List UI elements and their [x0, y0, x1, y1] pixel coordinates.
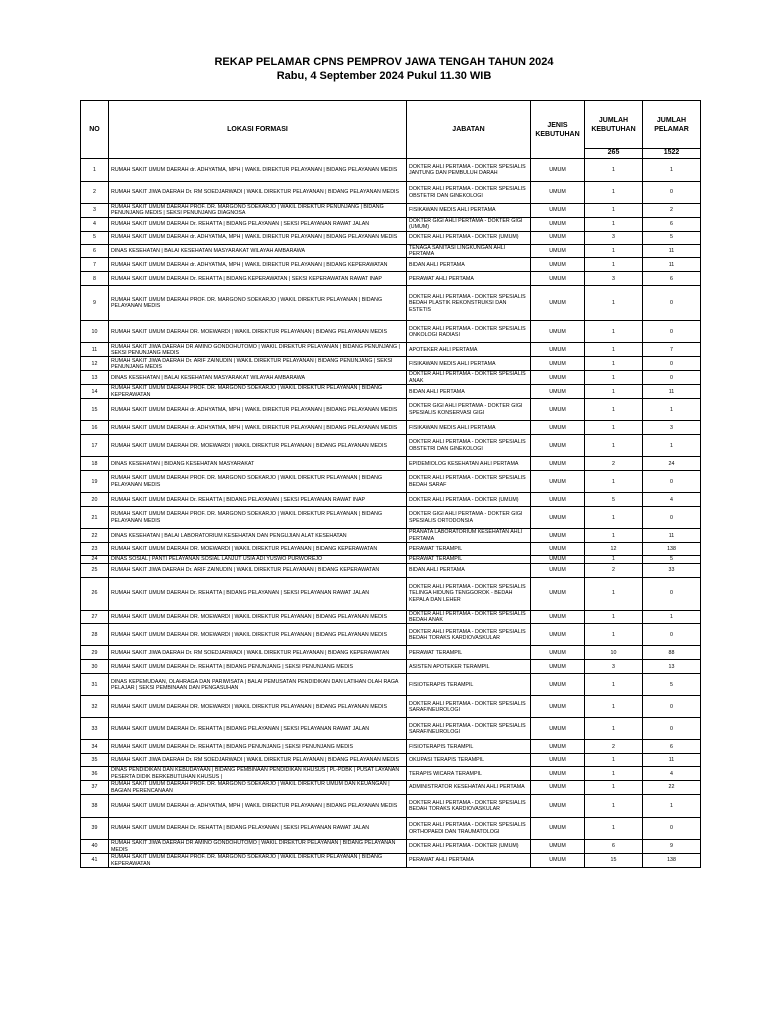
row-no: 22 — [81, 529, 109, 543]
row-jenis: UMUM — [531, 818, 585, 840]
row-jenis: UMUM — [531, 696, 585, 718]
row-lokasi: RUMAH SAKIT JIWA DAERAH Dr. RM SOEDJARWADI | WAKIL DIREKTUR PELAYANAN | BIDANG KEPERAWATAN — [109, 646, 407, 660]
row-no: 8 — [81, 272, 109, 286]
table-row — [81, 471, 701, 493]
table-row — [81, 286, 701, 321]
row-lokasi: RUMAH SAKIT UMUM DAERAH Dr. REHATTA | BIDANG KEPERAWATAN | SEKSI KEPERAWATAN RAWAT INAP — [109, 272, 407, 286]
row-lokasi: RUMAH SAKIT UMUM DAERAH DR. MOEWARDI | WAKIL DIREKTUR PELAYANAN | BIDANG PELAYANAN MEDIS — [109, 696, 407, 718]
row-kebutuhan: 2 — [585, 740, 643, 754]
table-row — [81, 577, 701, 610]
row-no: 26 — [81, 577, 109, 610]
row-jabatan: PERAWAT AHLI PERTAMA — [407, 854, 531, 868]
row-no: 17 — [81, 435, 109, 457]
row-pelamar: 6 — [643, 272, 701, 286]
row-kebutuhan: 6 — [585, 840, 643, 854]
row-pelamar: 0 — [643, 371, 701, 385]
row-no: 18 — [81, 457, 109, 471]
header-lokasi: LOKASI FORMASI — [109, 101, 407, 159]
row-kebutuhan: 1 — [585, 204, 643, 218]
row-no: 16 — [81, 421, 109, 435]
table-row — [81, 159, 701, 182]
row-jenis: UMUM — [531, 507, 585, 529]
table-row — [81, 556, 701, 563]
row-pelamar: 24 — [643, 457, 701, 471]
row-kebutuhan: 15 — [585, 854, 643, 868]
table-row — [81, 563, 701, 577]
row-jabatan: TENAGA SANITASI LINGKUNGAN AHLI PERTAMA — [407, 244, 531, 258]
row-pelamar: 13 — [643, 660, 701, 674]
row-jabatan: DOKTER AHLI PERTAMA - DOKTER SPESIALIS BEDAH TORAKS KARDIOVASKULAR — [407, 795, 531, 818]
row-jenis: UMUM — [531, 371, 585, 385]
table-row — [81, 357, 701, 371]
row-kebutuhan: 1 — [585, 159, 643, 182]
row-jenis: UMUM — [531, 385, 585, 399]
row-no: 27 — [81, 610, 109, 624]
table-row — [81, 457, 701, 471]
row-lokasi: RUMAH SAKIT UMUM DAERAH Dr. REHATTA | BIDANG PELAYANAN | SEKSI PELAYANAN RAWAT INAP — [109, 493, 407, 507]
row-lokasi: DINAS KEPEMUDAAN, OLAHRAGA DAN PARIWISATA | BALAI PEMUSATAN PENDIDIKAN DAN LATIHAN OLAH RAGA PELAJAR | SEKSI PEMBINAAN DAN PENGASUHAN — [109, 674, 407, 696]
row-jabatan: BIDAN AHLI PERTAMA — [407, 258, 531, 272]
row-jenis: UMUM — [531, 543, 585, 556]
row-pelamar: 0 — [643, 182, 701, 204]
row-lokasi: RUMAH SAKIT UMUM DAERAH dr. ADHYATMA, MPH | WAKIL DIREKTUR PELAYANAN | BIDANG KEPERAWATAN — [109, 258, 407, 272]
row-no: 3 — [81, 204, 109, 218]
row-kebutuhan: 1 — [585, 767, 643, 781]
table-row — [81, 371, 701, 385]
row-jabatan: DOKTER AHLI PERTAMA - DOKTER SPESIALIS OBSTETRI DAN GINEKOLOGI — [407, 435, 531, 457]
row-pelamar: 11 — [643, 385, 701, 399]
row-lokasi: RUMAH SAKIT UMUM DAERAH PROF. DR. MARGONO SOEKARJO | WAKIL DIREKTUR PENUNJANG | BIDANG PENUNJANG MEDIS | SEKSI PENUNJANG DIAGNOSA — [109, 204, 407, 218]
row-no: 37 — [81, 781, 109, 795]
table-row — [81, 543, 701, 556]
total-pelamar: 1522 — [643, 149, 701, 159]
row-no: 6 — [81, 244, 109, 258]
row-jabatan: OKUPASI TERAPIS TERAMPIL — [407, 754, 531, 767]
row-pelamar: 138 — [643, 543, 701, 556]
row-jenis: UMUM — [531, 457, 585, 471]
row-jabatan: DOKTER AHLI PERTAMA - DOKTER (UMUM) — [407, 231, 531, 244]
row-jabatan: DOKTER AHLI PERTAMA - DOKTER SPESIALIS SARAF/NEUROLOGI — [407, 696, 531, 718]
row-no: 23 — [81, 543, 109, 556]
row-no: 34 — [81, 740, 109, 754]
table-row — [81, 399, 701, 421]
table-row — [81, 610, 701, 624]
row-jabatan: DOKTER GIGI AHLI PERTAMA - DOKTER GIGI (UMUM) — [407, 217, 531, 231]
row-jabatan: DOKTER AHLI PERTAMA - DOKTER SPESIALIS ANAK — [407, 371, 531, 385]
table-row — [81, 507, 701, 529]
row-jabatan: PERAWAT AHLI PERTAMA — [407, 272, 531, 286]
row-pelamar: 0 — [643, 321, 701, 343]
row-no: 35 — [81, 754, 109, 767]
row-jenis: UMUM — [531, 529, 585, 543]
row-jenis: UMUM — [531, 231, 585, 244]
table-row — [81, 854, 701, 868]
row-kebutuhan: 1 — [585, 610, 643, 624]
row-jenis: UMUM — [531, 767, 585, 781]
table-row — [81, 818, 701, 840]
row-no: 14 — [81, 385, 109, 399]
table-row — [81, 660, 701, 674]
table-row — [81, 182, 701, 204]
row-no: 38 — [81, 795, 109, 818]
table-row — [81, 258, 701, 272]
row-jenis: UMUM — [531, 286, 585, 321]
row-lokasi: RUMAH SAKIT UMUM DAERAH DR. MOEWARDI | WAKIL DIREKTUR PELAYANAN | BIDANG KEPERAWATAN — [109, 543, 407, 556]
table-row — [81, 529, 701, 543]
row-jenis: UMUM — [531, 471, 585, 493]
row-kebutuhan: 1 — [585, 321, 643, 343]
row-no: 40 — [81, 840, 109, 854]
row-kebutuhan: 1 — [585, 818, 643, 840]
row-lokasi: RUMAH SAKIT UMUM DAERAH DR. MOEWARDI | WAKIL DIREKTUR PELAYANAN | BIDANG PELAYANAN MEDIS — [109, 624, 407, 646]
row-jabatan: FISIOTERAPIS TERAMPIL — [407, 740, 531, 754]
row-no: 2 — [81, 182, 109, 204]
row-no: 4 — [81, 217, 109, 231]
row-lokasi: RUMAH SAKIT UMUM DAERAH PROF. DR. MARGONO SOEKARJO | WAKIL DIREKTUR PELAYANAN | BIDANG PELAYANAN MEDIS — [109, 507, 407, 529]
row-kebutuhan: 1 — [585, 529, 643, 543]
row-kebutuhan: 1 — [585, 244, 643, 258]
header-pelamar: JUMLAH PELAMAR — [643, 101, 701, 149]
row-pelamar: 22 — [643, 781, 701, 795]
row-pelamar: 1 — [643, 795, 701, 818]
row-no: 32 — [81, 696, 109, 718]
row-jenis: UMUM — [531, 795, 585, 818]
row-jenis: UMUM — [531, 182, 585, 204]
row-lokasi: RUMAH SAKIT JIWA DAERAH Dr. RM SOEDJARWADI | WAKIL DIREKTUR PELAYANAN | BIDANG PELAYANAN MEDIS — [109, 182, 407, 204]
row-no: 11 — [81, 343, 109, 357]
row-pelamar: 0 — [643, 357, 701, 371]
table-row — [81, 840, 701, 854]
row-jenis: UMUM — [531, 754, 585, 767]
row-kebutuhan: 12 — [585, 543, 643, 556]
row-no: 10 — [81, 321, 109, 343]
row-jenis: UMUM — [531, 740, 585, 754]
row-pelamar: 0 — [643, 507, 701, 529]
row-jabatan: DOKTER AHLI PERTAMA - DOKTER SPESIALIS ORTHOPAEDI DAN TRAUMATOLOGI — [407, 818, 531, 840]
row-kebutuhan: 1 — [585, 217, 643, 231]
header-jenis: JENIS KEBUTUHAN — [531, 101, 585, 159]
row-lokasi: DINAS KESEHATAN | BIDANG KESEHATAN MASYARAKAT — [109, 457, 407, 471]
row-pelamar: 3 — [643, 421, 701, 435]
row-jenis: UMUM — [531, 321, 585, 343]
row-lokasi: RUMAH SAKIT UMUM DAERAH Dr. REHATTA | BIDANG PELAYANAN | SEKSI PELAYANAN RAWAT JALAN — [109, 577, 407, 610]
row-jenis: UMUM — [531, 674, 585, 696]
row-kebutuhan: 1 — [585, 421, 643, 435]
row-kebutuhan: 1 — [585, 399, 643, 421]
row-pelamar: 1 — [643, 435, 701, 457]
row-no: 36 — [81, 767, 109, 781]
row-kebutuhan: 1 — [585, 371, 643, 385]
row-no: 29 — [81, 646, 109, 660]
row-jabatan: FISIKAWAN MEDIS AHLI PERTAMA — [407, 421, 531, 435]
table-row — [81, 421, 701, 435]
row-pelamar: 11 — [643, 754, 701, 767]
row-lokasi: RUMAH SAKIT UMUM DAERAH PROF. DR. MARGONO SOEKARJO | WAKIL DIREKTUR UMUM DAN KEUANGAN | BAGIAN PERENCANAAN — [109, 781, 407, 795]
row-jenis: UMUM — [531, 399, 585, 421]
row-no: 28 — [81, 624, 109, 646]
row-lokasi: RUMAH SAKIT JIWA DAERAH DR AMINO GONDOHUTOMO | WAKIL DIREKTUR PELAYANAN | BIDANG PENUNJANG | SEKSI PENUNJANG MEDIS — [109, 343, 407, 357]
row-no: 9 — [81, 286, 109, 321]
row-pelamar: 88 — [643, 646, 701, 660]
row-jabatan: DOKTER AHLI PERTAMA - DOKTER SPESIALIS SARAF/NEUROLOGI — [407, 718, 531, 740]
row-kebutuhan: 10 — [585, 646, 643, 660]
row-pelamar: 6 — [643, 217, 701, 231]
row-pelamar: 2 — [643, 204, 701, 218]
row-lokasi: RUMAH SAKIT UMUM DAERAH PROF. DR. MARGONO SOEKARJO | WAKIL DIREKTUR PELAYANAN | BIDANG PELAYANAN MEDIS — [109, 471, 407, 493]
row-no: 21 — [81, 507, 109, 529]
row-jenis: UMUM — [531, 577, 585, 610]
row-no: 31 — [81, 674, 109, 696]
row-no: 12 — [81, 357, 109, 371]
row-no: 24 — [81, 556, 109, 563]
row-pelamar: 4 — [643, 493, 701, 507]
row-kebutuhan: 1 — [585, 624, 643, 646]
row-kebutuhan: 2 — [585, 457, 643, 471]
row-lokasi: RUMAH SAKIT UMUM DAERAH PROF. DR. MARGONO SOEKARJO | WAKIL DIREKTUR PELAYANAN | BIDANG KEPERAWATAN — [109, 854, 407, 868]
row-jabatan: PERAWAT TERAMPIL — [407, 543, 531, 556]
row-lokasi: RUMAH SAKIT JIWA DAERAH Dr. ARIF ZAINUDIN | WAKIL DIREKTUR PELAYANAN | BIDANG KEPERAWATAN — [109, 563, 407, 577]
row-pelamar: 6 — [643, 740, 701, 754]
row-pelamar: 0 — [643, 696, 701, 718]
row-no: 15 — [81, 399, 109, 421]
row-jenis: UMUM — [531, 217, 585, 231]
row-no: 39 — [81, 818, 109, 840]
row-kebutuhan: 1 — [585, 286, 643, 321]
row-lokasi: RUMAH SAKIT JIWA DAERAH Dr. RM SOEDJARWADI | WAKIL DIREKTUR PELAYANAN | BIDANG PELAYANAN MEDIS — [109, 754, 407, 767]
table-row — [81, 244, 701, 258]
row-lokasi: RUMAH SAKIT UMUM DAERAH dr. ADHYATMA, MPH | WAKIL DIREKTUR PELAYANAN | BIDANG PELAYANAN MEDIS — [109, 421, 407, 435]
row-jenis: UMUM — [531, 781, 585, 795]
row-no: 30 — [81, 660, 109, 674]
row-jabatan: FISIOTERAPIS TERAMPIL — [407, 674, 531, 696]
row-jenis: UMUM — [531, 563, 585, 577]
row-jenis: UMUM — [531, 660, 585, 674]
table-body — [81, 159, 701, 868]
row-no: 33 — [81, 718, 109, 740]
row-jenis: UMUM — [531, 854, 585, 868]
page-title: REKAP PELAMAR CPNS PEMPROV JAWA TENGAH TAHUN 2024 — [214, 56, 554, 68]
row-kebutuhan: 1 — [585, 385, 643, 399]
row-jenis: UMUM — [531, 840, 585, 854]
header-kebutuhan: JUMLAH KEBUTUHAN — [585, 101, 643, 149]
row-jenis: UMUM — [531, 244, 585, 258]
row-lokasi: RUMAH SAKIT UMUM DAERAH DR. MOEWARDI | WAKIL DIREKTUR PELAYANAN | BIDANG PELAYANAN MEDIS — [109, 321, 407, 343]
row-no: 41 — [81, 854, 109, 868]
row-jabatan: PRANATA LABORATORIUM KESEHATAN AHLI PERTAMA — [407, 529, 531, 543]
row-lokasi: DINAS KESEHATAN | BALAI KESEHATAN MASYARAKAT WILAYAH AMBARAWA — [109, 371, 407, 385]
row-kebutuhan: 1 — [585, 781, 643, 795]
row-kebutuhan: 1 — [585, 507, 643, 529]
row-jabatan: DOKTER GIGI AHLI PERTAMA - DOKTER GIGI SPESIALIS KONSERVASI GIGI — [407, 399, 531, 421]
row-jenis: UMUM — [531, 610, 585, 624]
row-kebutuhan: 1 — [585, 718, 643, 740]
row-jenis: UMUM — [531, 258, 585, 272]
row-jabatan: DOKTER AHLI PERTAMA - DOKTER (UMUM) — [407, 493, 531, 507]
row-pelamar: 138 — [643, 854, 701, 868]
row-lokasi: DINAS PENDIDIKAN DAN KEBUDAYAAN | BIDANG PEMBINAAN PENDIDIKAN KHUSUS | PL-PDBK | PUSAT LAYANAN PESERTA DIDIK BERKEBUTUHAN KHUSUS | — [109, 767, 407, 781]
row-jabatan: DOKTER AHLI PERTAMA - DOKTER (UMUM) — [407, 840, 531, 854]
row-jabatan: APOTEKER AHLI PERTAMA — [407, 343, 531, 357]
row-lokasi: RUMAH SAKIT UMUM DAERAH dr. ADHYATMA, MPH | WAKIL DIREKTUR PELAYANAN | BIDANG PELAYANAN MEDIS — [109, 399, 407, 421]
row-lokasi: RUMAH SAKIT UMUM DAERAH DR. MOEWARDI | WAKIL DIREKTUR PELAYANAN | BIDANG PELAYANAN MEDIS — [109, 610, 407, 624]
row-jenis: UMUM — [531, 343, 585, 357]
row-jabatan: DOKTER AHLI PERTAMA - DOKTER SPESIALIS TELINGA HIDUNG TENGGOROK - BEDAH KEPALA DAN LEHER — [407, 577, 531, 610]
row-pelamar: 1 — [643, 399, 701, 421]
row-pelamar: 33 — [643, 563, 701, 577]
table-row — [81, 435, 701, 457]
row-kebutuhan: 1 — [585, 696, 643, 718]
row-pelamar: 4 — [643, 767, 701, 781]
row-pelamar: 11 — [643, 529, 701, 543]
row-jabatan: PERAWAT TERAMPIL — [407, 556, 531, 563]
row-pelamar: 0 — [643, 818, 701, 840]
row-kebutuhan: 5 — [585, 493, 643, 507]
row-kebutuhan: 3 — [585, 231, 643, 244]
row-jenis: UMUM — [531, 357, 585, 371]
row-lokasi: RUMAH SAKIT UMUM DAERAH Dr. REHATTA | BIDANG PENUNJANG | SEKSI PENUNJANG MEDIS — [109, 660, 407, 674]
header-no: NO — [81, 101, 109, 159]
row-lokasi: RUMAH SAKIT UMUM DAERAH PROF. DR. MARGONO SOEKARJO | WAKIL DIREKTUR PELAYANAN | BIDANG PELAYANAN MEDIS — [109, 286, 407, 321]
table-row — [81, 217, 701, 231]
row-jabatan: DOKTER AHLI PERTAMA - DOKTER SPESIALIS BEDAH TORAKS KARDIOVASKULAR — [407, 624, 531, 646]
row-lokasi: RUMAH SAKIT UMUM DAERAH Dr. REHATTA | BIDANG PELAYANAN | SEKSI PELAYANAN RAWAT JALAN — [109, 718, 407, 740]
table-row — [81, 795, 701, 818]
row-no: 13 — [81, 371, 109, 385]
row-jabatan: EPIDEMIOLOG KESEHATAN AHLI PERTAMA — [407, 457, 531, 471]
row-jabatan: FISIKAWAN MEDIS AHLI PERTAMA — [407, 357, 531, 371]
table-row — [81, 740, 701, 754]
row-jenis: UMUM — [531, 272, 585, 286]
row-lokasi: RUMAH SAKIT UMUM DAERAH DR. MOEWARDI | WAKIL DIREKTUR PELAYANAN | BIDANG PELAYANAN MEDIS — [109, 435, 407, 457]
row-jenis: UMUM — [531, 624, 585, 646]
row-pelamar: 1 — [643, 159, 701, 182]
table-row — [81, 646, 701, 660]
row-jabatan: ADMINISTRATOR KESEHATAN AHLI PERTAMA — [407, 781, 531, 795]
table-row — [81, 272, 701, 286]
table-row — [81, 204, 701, 218]
row-jenis: UMUM — [531, 646, 585, 660]
row-lokasi: RUMAH SAKIT UMUM DAERAH dr. ADHYATMA, MPH | WAKIL DIREKTUR PELAYANAN | BIDANG PELAYANAN MEDIS — [109, 795, 407, 818]
row-pelamar: 5 — [643, 556, 701, 563]
row-jabatan: ASISTEN APOTEKER TERAMPIL — [407, 660, 531, 674]
row-lokasi: RUMAH SAKIT JIWA DAERAH Dr. ARIF ZAINUDIN | WAKIL DIREKTUR PELAYANAN | BIDANG PENUNJANG | SEKSI PENUNJANG MEDIS — [109, 357, 407, 371]
row-kebutuhan: 3 — [585, 660, 643, 674]
row-jabatan: TERAPIS WICARA TERAMPIL — [407, 767, 531, 781]
row-kebutuhan: 1 — [585, 674, 643, 696]
row-lokasi: DINAS KESEHATAN | BALAI KESEHATAN MASYARAKAT WILAYAH AMBARAWA — [109, 244, 407, 258]
row-jabatan: DOKTER AHLI PERTAMA - DOKTER SPESIALIS JANTUNG DAN PEMBULUH DARAH — [407, 159, 531, 182]
row-lokasi: RUMAH SAKIT UMUM DAERAH dr. ADHYATMA, MPH | WAKIL DIREKTUR PELAYANAN | BIDANG PELAYANAN MEDIS — [109, 231, 407, 244]
row-lokasi: RUMAH SAKIT JIWA DAERAH DR AMINO GONDOHUTOMO | WAKIL DIREKTUR PELAYANAN | BIDANG PELAYANAN MEDIS — [109, 840, 407, 854]
table-row — [81, 781, 701, 795]
row-pelamar: 7 — [643, 343, 701, 357]
row-kebutuhan: 3 — [585, 272, 643, 286]
row-pelamar: 11 — [643, 244, 701, 258]
row-jabatan: DOKTER AHLI PERTAMA - DOKTER SPESIALIS ONKOLOGI RADIASI — [407, 321, 531, 343]
row-jabatan: DOKTER GIGI AHLI PERTAMA - DOKTER GIGI SPESIALIS ORTODONSIA — [407, 507, 531, 529]
table-row — [81, 696, 701, 718]
row-kebutuhan: 1 — [585, 795, 643, 818]
row-pelamar: 1 — [643, 610, 701, 624]
row-lokasi: DINAS KESEHATAN | BALAI LABORATORIUM KESEHATAN DAN PENGUJIAN ALAT KESEHATAN — [109, 529, 407, 543]
row-jenis: UMUM — [531, 493, 585, 507]
row-jabatan: BIDAN AHLI PERTAMA — [407, 563, 531, 577]
row-pelamar: 0 — [643, 286, 701, 321]
row-jabatan: DOKTER AHLI PERTAMA - DOKTER SPESIALIS BEDAH PLASTIK REKONSTRUKSI DAN ESTETIS — [407, 286, 531, 321]
row-kebutuhan: 1 — [585, 754, 643, 767]
row-jabatan: DOKTER AHLI PERTAMA - DOKTER SPESIALIS BEDAH ANAK — [407, 610, 531, 624]
row-lokasi: RUMAH SAKIT UMUM DAERAH dr. ADHYATMA, MPH | WAKIL DIREKTUR PELAYANAN | BIDANG PELAYANAN MEDIS — [109, 159, 407, 182]
row-pelamar: 0 — [643, 624, 701, 646]
table-row — [81, 231, 701, 244]
table-row — [81, 674, 701, 696]
row-kebutuhan: 2 — [585, 563, 643, 577]
table-row — [81, 767, 701, 781]
row-lokasi: RUMAH SAKIT UMUM DAERAH Dr. REHATTA | BIDANG PELAYANAN | SEKSI PELAYANAN RAWAT JALAN — [109, 818, 407, 840]
page-subtitle: Rabu, 4 September 2024 Pukul 11.30 WIB — [276, 70, 492, 82]
row-lokasi: RUMAH SAKIT UMUM DAERAH Dr. REHATTA | BIDANG PENUNJANG | SEKSI PENUNJANG MEDIS — [109, 740, 407, 754]
row-jabatan: DOKTER AHLI PERTAMA - DOKTER SPESIALIS OBSTETRI DAN GINEKOLOGI — [407, 182, 531, 204]
table-row — [81, 343, 701, 357]
row-jabatan: FISIKAWAN MEDIS AHLI PERTAMA — [407, 204, 531, 218]
row-lokasi: DINAS SOSIAL | PANTI PELAYANAN SOSIAL LANJUT USIA ADI YUSWO PURWOREJO — [109, 556, 407, 563]
table-row — [81, 624, 701, 646]
row-jenis: UMUM — [531, 435, 585, 457]
row-jabatan: BIDAN AHLI PERTAMA — [407, 385, 531, 399]
row-kebutuhan: 1 — [585, 182, 643, 204]
row-pelamar: 0 — [643, 577, 701, 610]
table-row — [81, 321, 701, 343]
row-jenis: UMUM — [531, 421, 585, 435]
row-jenis: UMUM — [531, 204, 585, 218]
row-jenis: UMUM — [531, 159, 585, 182]
row-lokasi: RUMAH SAKIT UMUM DAERAH PROF. DR. MARGONO SOEKARJO | WAKIL DIREKTUR PELAYANAN | BIDANG KEPERAWATAN — [109, 385, 407, 399]
total-kebutuhan: 265 — [585, 149, 643, 159]
row-no: 1 — [81, 159, 109, 182]
table-row — [81, 718, 701, 740]
row-no: 20 — [81, 493, 109, 507]
table-row — [81, 493, 701, 507]
row-kebutuhan: 1 — [585, 343, 643, 357]
row-kebutuhan: 1 — [585, 357, 643, 371]
row-kebutuhan: 1 — [585, 258, 643, 272]
row-jenis: UMUM — [531, 556, 585, 563]
row-kebutuhan: 1 — [585, 435, 643, 457]
row-jabatan: PERAWAT TERAMPIL — [407, 646, 531, 660]
row-no: 7 — [81, 258, 109, 272]
row-pelamar: 5 — [643, 231, 701, 244]
row-jenis: UMUM — [531, 718, 585, 740]
row-pelamar: 5 — [643, 674, 701, 696]
row-pelamar: 11 — [643, 258, 701, 272]
table-row — [81, 385, 701, 399]
applicant-table — [80, 100, 701, 868]
row-pelamar: 0 — [643, 471, 701, 493]
row-no: 25 — [81, 563, 109, 577]
table-row — [81, 754, 701, 767]
row-kebutuhan: 1 — [585, 471, 643, 493]
row-kebutuhan: 1 — [585, 556, 643, 563]
row-kebutuhan: 1 — [585, 577, 643, 610]
row-lokasi: RUMAH SAKIT UMUM DAERAH Dr. REHATTA | BIDANG PELAYANAN | SEKSI PELAYANAN RAWAT JALAN — [109, 217, 407, 231]
header-jabatan: JABATAN — [407, 101, 531, 159]
row-no: 5 — [81, 231, 109, 244]
row-pelamar: 0 — [643, 718, 701, 740]
row-jabatan: DOKTER AHLI PERTAMA - DOKTER SPESIALIS BEDAH SARAF — [407, 471, 531, 493]
row-pelamar: 9 — [643, 840, 701, 854]
row-no: 19 — [81, 471, 109, 493]
